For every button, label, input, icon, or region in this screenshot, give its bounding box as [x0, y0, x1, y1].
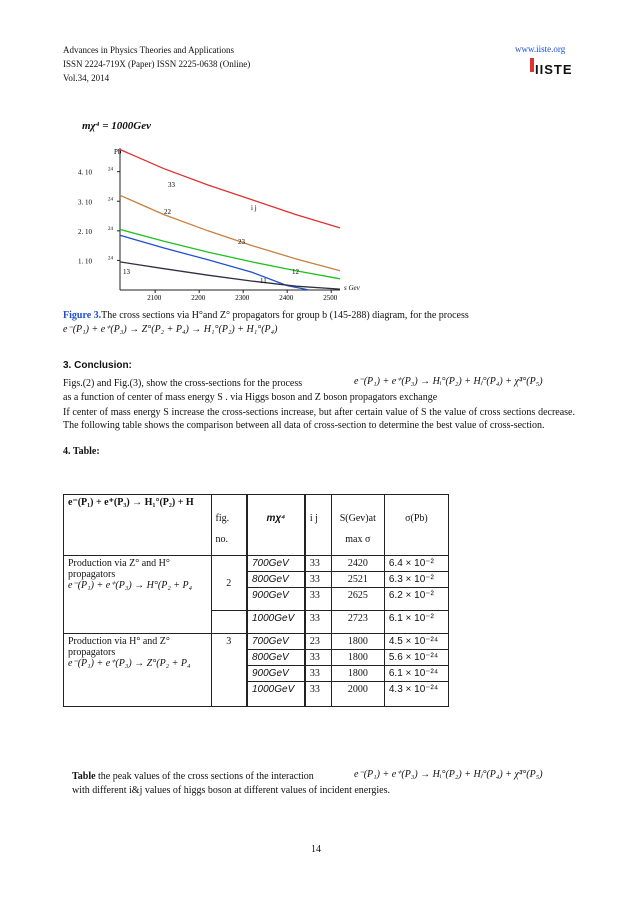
curve-label-33: 33 — [168, 181, 175, 189]
chart-svg — [70, 140, 370, 308]
curve-label-13: 13 — [123, 268, 130, 276]
group2-row1-s: 1800 — [331, 634, 384, 650]
y-unit-label: Pb — [114, 148, 122, 156]
x-tick-label: 2200 — [191, 294, 206, 302]
x-unit-label: s Gev — [344, 284, 360, 292]
table-row — [64, 556, 449, 572]
figure-caption-process: e⁻(P₁) + e⁺(P₃) → Z°(P₂ + P₄) → H₁°(P₂) + H₁°(P₄) — [63, 324, 278, 335]
y-tick-exponent: 24 — [108, 197, 113, 203]
table-heading: 4. Table: — [63, 446, 100, 457]
table-caption-process: e⁻(P₁) + e⁺(P₃) → Hᵢ°(P₂) + Hⱼ°(P₄) + χ̃⁴°(P₅) — [354, 769, 543, 780]
logo-accent-icon — [530, 58, 534, 72]
group1-fig: 2 — [211, 556, 247, 611]
group1-row4-sigma: 6.1 × 10⁻² — [384, 611, 448, 634]
table-row — [64, 634, 449, 650]
x-tick-label: 2500 — [323, 294, 338, 302]
table-caption-text: the peak values of the cross sections of the interaction — [98, 771, 314, 782]
volume: Vol.34, 2014 — [63, 73, 110, 83]
group1-row2-s: 2521 — [331, 572, 384, 588]
conclusion-line2: as a function of center of mass energy S . via Higgs boson and Z boson propagators exchange — [63, 392, 438, 403]
table-caption-label: Table — [72, 771, 96, 782]
results-table — [63, 494, 449, 707]
y-tick-label: 2. 10 — [78, 227, 92, 236]
curve-label-11: 11 — [260, 277, 267, 285]
group2-row4-m: 1000GeV — [247, 682, 305, 707]
group2-row3-sigma: 6.1 × 10⁻²⁴ — [384, 666, 448, 682]
group2-row1-m: 700GeV — [247, 634, 305, 650]
group1-row2-m: 800GeV — [247, 572, 305, 588]
group2-row4-ij: 33 — [305, 682, 331, 707]
series-line-23 — [120, 229, 340, 278]
group2-row1-ij: 23 — [305, 634, 331, 650]
x-tick-label: 2400 — [279, 294, 294, 302]
group2-row3-ij: 33 — [305, 666, 331, 682]
y-tick-exponent: 24 — [108, 226, 113, 232]
group2-row2-sigma: 5.6 × 10⁻²⁴ — [384, 650, 448, 666]
curve-label-22: 22 — [164, 208, 171, 216]
group2-row4-sigma: 4.3 × 10⁻²⁴ — [384, 682, 448, 707]
table-caption-line2: with different i&j values of higgs boson at different values of incident energies. — [72, 785, 390, 796]
page-number: 14 — [311, 844, 321, 855]
figure-caption-label: Figure 3. — [63, 310, 102, 321]
col-m-header: mχ⁴ — [247, 495, 305, 556]
col-s-header: S(Gev)at — [339, 513, 376, 524]
series-line-33 — [120, 150, 340, 228]
group1-row1-m: 700GeV — [247, 556, 305, 572]
iiste-logo: IISTE — [535, 62, 573, 77]
website-link[interactable]: www.iiste.org — [515, 44, 566, 54]
group1-row2-sigma: 6.3 × 10⁻² — [384, 572, 448, 588]
journal-name: Advances in Physics Theories and Applications — [63, 45, 235, 55]
conclusion-line1: Figs.(2) and Fig.(3), show the cross-sections for the process — [63, 378, 303, 389]
group1-row4-s: 2723 — [331, 611, 384, 634]
col-s-header-2: max σ — [345, 534, 371, 545]
group1-row3-sigma: 6.2 × 10⁻² — [384, 588, 448, 611]
group2-row2-s: 1800 — [331, 650, 384, 666]
series-line-22 — [120, 195, 340, 270]
conclusion-process: e⁻(P₁) + e⁺(P₃) → Hᵢ°(P₂) + Hⱼ°(P₄) + χ̃⁴°(P₅) — [354, 376, 543, 387]
group2-label: Production via H° and Z° propagators — [68, 636, 170, 658]
group2-row3-s: 1800 — [331, 666, 384, 682]
group2-row2-m: 800GeV — [247, 650, 305, 666]
group2-row2-ij: 33 — [305, 650, 331, 666]
table-title-formula: e⁻(P₁) + e⁺(P₃) → H₁°(P₂) + H — [68, 497, 194, 508]
group1-row3-m: 900GeV — [247, 588, 305, 611]
group2-row4-s: 2000 — [331, 682, 384, 707]
group1-row3-s: 2625 — [331, 588, 384, 611]
mass-label: mχ⁴ = 1000Gev — [82, 120, 151, 132]
group2-row1-sigma: 4.5 × 10⁻²⁴ — [384, 634, 448, 650]
group1-row1-s: 2420 — [331, 556, 384, 572]
figure-chart — [70, 140, 370, 308]
y-tick-label: 1. 10 — [78, 257, 92, 266]
group1-row2-ij: 33 — [305, 572, 331, 588]
y-tick-label: 3. 10 — [78, 198, 92, 207]
group2-fig: 3 — [211, 634, 247, 707]
issn: ISSN 2224-719X (Paper) ISSN 2225-0638 (Online) — [63, 59, 251, 69]
group2-row3-m: 900GeV — [247, 666, 305, 682]
group1-row4-m: 1000GeV — [247, 611, 305, 634]
group1-label: Production via Z° and H° propagators — [68, 558, 170, 580]
curve-label-23: 23 — [238, 238, 245, 246]
group1-row4-ij: 33 — [305, 611, 331, 634]
y-tick-label: 4. 10 — [78, 168, 92, 177]
col-sigma-header: σ(Pb) — [384, 495, 448, 556]
y-tick-exponent: 24 — [108, 256, 113, 262]
table-header-row — [64, 495, 449, 556]
figure-caption-text: The cross sections via H°and Z° propagators for group b (145-288) diagram, for the process — [101, 310, 469, 321]
x-tick-label: 2100 — [147, 294, 162, 302]
group1-formula: e⁻(P₁) + e⁺(P₃) → H°(P₂ + P₄ — [68, 580, 193, 591]
y-tick-exponent: 24 — [108, 167, 113, 173]
group1-row1-ij: 33 — [305, 556, 331, 572]
curve-label-ij: i j — [251, 204, 257, 212]
x-tick-label: 2300 — [235, 294, 250, 302]
group1-row1-sigma: 6.4 × 10⁻² — [384, 556, 448, 572]
group2-formula: e⁻(P₁) + e⁺(P₃) → Z°(P₂ + P₄ — [68, 658, 191, 669]
col-fig-header-2: no. — [215, 534, 229, 545]
col-fig-header: fig. — [215, 513, 230, 524]
curve-label-12: 12 — [292, 268, 299, 276]
conclusion-para2: If center of mass energy S increase the cross-sections increase, but after certain value of S the value of cross sections decrease. The following table shows the comparison between all data of cross-section to determine the best value of cross-section. — [63, 407, 575, 431]
group1-row3-ij: 33 — [305, 588, 331, 611]
conclusion-heading: 3. Conclusion: — [63, 360, 132, 371]
col-ij-header: i j — [305, 495, 331, 556]
series-line-13 — [120, 235, 309, 290]
